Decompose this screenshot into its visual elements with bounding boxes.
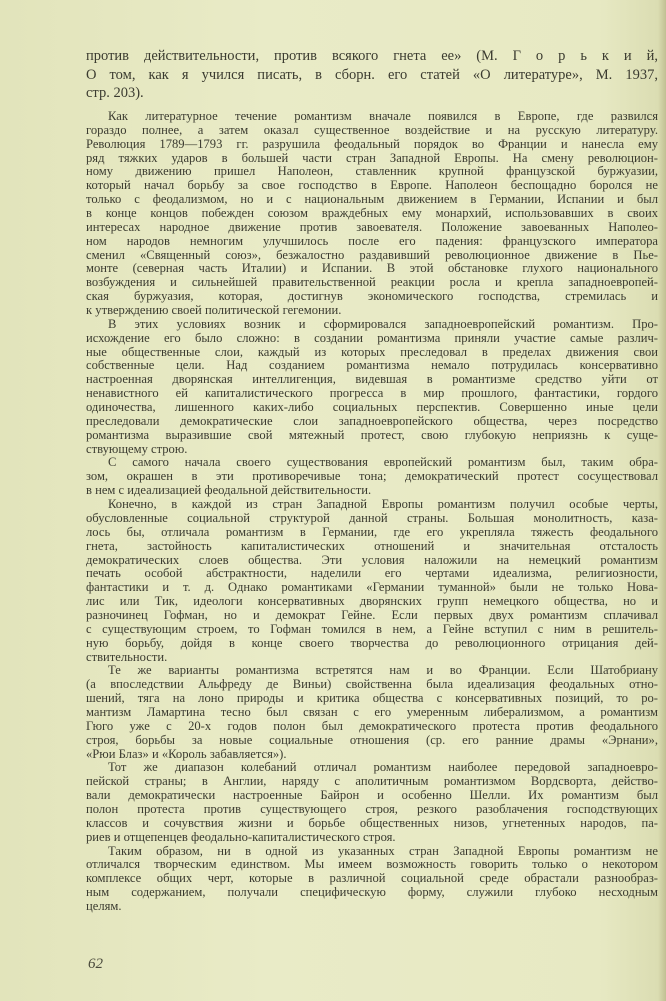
text-line: вали демократически настроенные Байрон и особенно Шелли. Их романтизм был — [86, 788, 658, 803]
text-line: строя, борьбы за новые социальные отношения (ср. его ранние драмы «Эрнани», — [86, 732, 658, 747]
text-line: ному движению пришел Наполеон, ставленник крупной французской буржуазии, — [86, 164, 658, 179]
text-line: печать особой абстрактности, наделили его чертами идеализма, религиозности, — [86, 566, 658, 581]
paragraph — [86, 664, 658, 761]
text-line: ную борьбу, дойдя в конце своего творчества до революционного отрицания дей- — [86, 635, 658, 650]
text-line: зом, окрашен в эти противоречивые тона; демократический протест сосуществовал — [86, 469, 658, 484]
text-line: классов и сочувствия жизни и борьбе общественных низов, угнетенных народов, па- — [86, 815, 658, 830]
text-line: с существующим строем, то Гофман томился в нем, а Гейне вступил с ним в решитель- — [86, 621, 658, 636]
paragraph — [86, 318, 658, 457]
text-line: сменил «Священный союз», безжалостно раздавивший революционное движение в Пье- — [86, 247, 658, 262]
text-line: ным содержанием, получали специфическую форму, служили глубоко несходным — [86, 885, 658, 900]
text-line: В этих условиях возник и сформировался западноевропейский романтизм. Про- — [108, 316, 658, 331]
page-edge-shadow — [658, 0, 666, 1001]
text-line: полон протеста против существующего строя, резкого разоблачения господствующих — [86, 801, 658, 816]
text-line: гнета, застойность капиталистических отношений и значительная отсталость — [86, 538, 658, 553]
text-line: обусловленные социальной структурой данной страны. Большая монолитность, каза- — [86, 510, 658, 525]
text-line: разночинец Гофман, но и демократ Гейне. Если первых двух романтизм сплачивал — [86, 607, 658, 622]
paragraph — [86, 845, 658, 914]
text-line: Те же варианты романтизма встретятся нам и во Франции. Если Шатобриану — [108, 663, 658, 678]
text-line: Гюго уже с 20-х годов полон был демократического протеста против феодального — [86, 718, 658, 733]
text-line: фантастики и т. д. Однако романтиками «Германии туманной» были не только Нова- — [86, 580, 658, 595]
text-line: к утверждению своей политической гегемонии. — [86, 303, 342, 318]
text-line: Как литературное течение романтизм вначале появился в Европе, где развился — [108, 109, 658, 123]
footnote-line: стр. 203). — [86, 85, 144, 102]
text-line: комплексе общих черт, которые в различной социальной среде обрастали разнообраз- — [86, 871, 658, 886]
text-line: отличался творческим единством. Мы имеем возможность говорить только о некотором — [86, 857, 658, 872]
text-line: Тот же диапазон колебаний отличал романтизм наиболее передовой западноевро- — [108, 760, 658, 775]
text-line: С самого начала своего существования европейский романтизм был, таким обра- — [108, 455, 658, 470]
text-line: Таким образом, ни в одной из указанных стран Западной Европы романтизм не — [108, 843, 658, 858]
text-line: ствительности. — [86, 649, 168, 664]
text-line: в нем с идеализацией феодальной действительности. — [86, 483, 372, 498]
text-line: гораздо полнее, а затем оказал существенное воздействие и на русскую литературу. — [86, 122, 658, 137]
paragraph — [86, 110, 658, 318]
footnote-line: против действительности, против всякого гнета ее» (М. Г о р ь к и й, — [86, 48, 658, 64]
text-line: ные общественные слои, каждый из которых преследовал в пределах движения свои — [86, 344, 658, 359]
text-line: собственные цели. Над созданием романтизма немало потрудилась консервативно — [86, 358, 658, 373]
text-line: ряд тяжких ударов в большей части стран Западной Европы. На смену революцион- — [86, 150, 658, 165]
text-line: настроенная дворянская интеллигенция, видевшая в романтизме средство уйти от — [86, 372, 658, 387]
text-line: исхождение его было сложно: в создании романтизма приняли участие самые различ- — [86, 330, 658, 345]
text-line: интересах народное движение против завоевателя. Положение завоеванных Наполео- — [86, 219, 658, 234]
text-line: Революция 1789—1793 гг. разрушила феодальный порядок во Франции и нанесла ему — [86, 136, 658, 151]
text-line: который начал борьбу за свое господство в Европе. Наполеон беспощадно боролся не — [86, 178, 658, 193]
text-line: ненавистного ей капиталистического прогресса в мир прошлого, фантастики, гордого — [86, 386, 658, 401]
text-line: ствующему строю. — [86, 441, 188, 456]
text-line: в конце концов побежден союзом враждебных ему монархий, использовавших в своих — [86, 206, 658, 221]
text-line: риев и отщепенцев феодально-капиталистического строя. — [86, 829, 396, 844]
text-line: монте (северная часть Италии) и Испании. В этой обстановке глухого национального — [86, 261, 658, 276]
text-line: лис или Тик, идеологи консервативных дворянских групп немецкого общества, но и — [86, 594, 658, 609]
text-line: мантизм Ламартина тесно был связан с его умеренным либерализмом, а романтизм — [86, 704, 658, 719]
text-line: шений, тяга на лоно природы и критика общества с консервативных позиций, то ро- — [86, 691, 658, 706]
footnote-continuation — [86, 47, 658, 103]
text-line: Конечно, в каждой из стран Западной Европы романтизм получил особые черты, — [108, 497, 658, 512]
text-line: лось бы, отличала романтизм в Германии, где его укрепляла тяжесть феодального — [86, 524, 658, 539]
text-line: ская буржуазия, которая, достигнув экономического господства, стремилась и — [86, 289, 658, 304]
paragraph — [86, 456, 658, 498]
paragraph — [86, 761, 658, 844]
paragraph — [86, 498, 658, 664]
text-line: только с феодализмом, но и с национальным движением в Германии, Испании и был — [86, 192, 658, 207]
text-line: «Рюи Блаз» и «Король забавляется»). — [86, 746, 287, 761]
footnote-line: О том, как я учился писать, в сборн. его статей «О литературе», М. 1937, — [86, 66, 658, 83]
text-line: ном народов немногим улучшилось после его падения: французского императора — [86, 233, 658, 248]
text-line: преследовали демократические слои западноевропейского общества, через посредство — [86, 413, 658, 428]
text-line: романтизма выразившие свой мятежный протест, свою глубокую неприязнь к суще- — [86, 427, 658, 442]
text-line: целям. — [86, 898, 122, 913]
text-line: возбуждения и сильнейшей правительственной реакции росла и крепла западноевропей- — [86, 275, 658, 290]
text-line: одиночества, лишенного каких-либо социальных перспектив. Совершенно иные цели — [86, 400, 658, 415]
text-line: (а впоследствии Альфреду де Виньи) свойственна была идеализация феодальных отно- — [86, 677, 658, 692]
page-number: 62 — [88, 956, 103, 972]
text-line: пейской страны; в Англии, наряду с аполитичным романтизмом Вордсворта, действо- — [86, 774, 658, 789]
main-text — [86, 110, 658, 914]
text-line: демократических слоев общества. Эти условия наложили на немецкий романтизм — [86, 552, 658, 567]
